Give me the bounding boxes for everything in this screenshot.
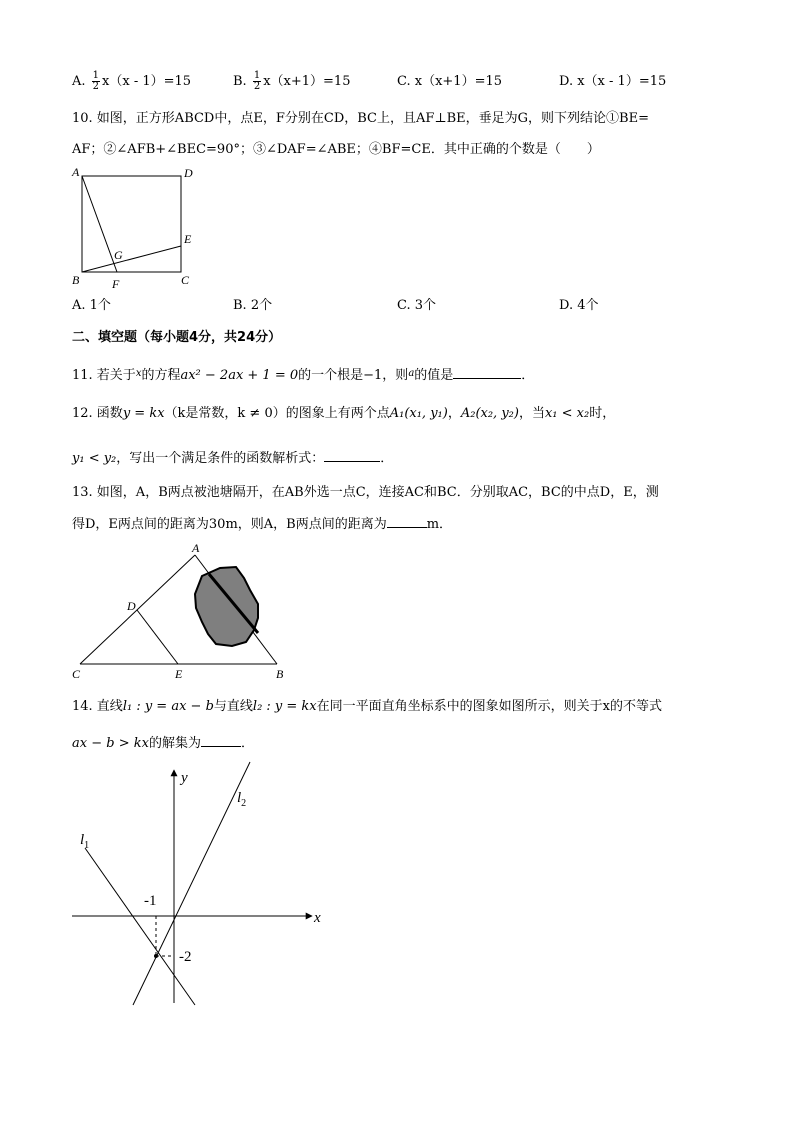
q11-var2: a: [408, 368, 415, 379]
label-e: E: [175, 667, 183, 681]
q12-condition: （k是常数，k ≠ 0）的图象上有两个点: [164, 406, 390, 421]
q11-post2: 的值是: [414, 368, 454, 383]
q11-text: [72, 365, 534, 385]
line-l1: [85, 848, 195, 1005]
label-a: A: [192, 541, 200, 555]
q9-option-a: [72, 71, 191, 92]
q12-function: y = kx: [122, 406, 165, 421]
fraction-numerator: 1: [253, 70, 261, 81]
q13-pond-figure: [68, 538, 298, 684]
q12-time: 时，: [589, 406, 616, 421]
q14-end: ．: [240, 736, 254, 751]
square-abcd: [82, 176, 181, 272]
q13-line2-post: m．: [426, 517, 453, 532]
label-d: D: [184, 166, 193, 180]
q12-sep: ，: [447, 406, 461, 421]
q14-l2-equation: l₂ : y = kx: [252, 699, 317, 714]
fraction-denominator: 2: [253, 81, 261, 92]
q11-var: x: [135, 368, 142, 379]
q11-pre: 11. 若关于: [72, 368, 136, 383]
label-c: C: [181, 273, 190, 287]
fraction-numerator: 1: [92, 70, 100, 81]
l2-subscript: 2: [241, 798, 247, 809]
label-c: C: [72, 667, 81, 681]
label-f: F: [112, 277, 120, 291]
q14-answer-blank[interactable]: [201, 734, 241, 747]
q12-point2: A₂(x₂, y₂): [460, 406, 519, 421]
segment-de: [137, 610, 178, 664]
tick-label-minus-1: -1: [144, 893, 157, 909]
l1-label: [80, 832, 89, 851]
q12-line2-post: ，写出一个满足条件的函数解析式：: [116, 451, 325, 466]
q9-option-b-text: x（x+1）=15: [263, 74, 351, 89]
segment-ac: [80, 555, 195, 664]
label-d: D: [127, 599, 136, 613]
q12-text-line1: [72, 405, 615, 423]
q10-option-b: B. 2个: [233, 298, 273, 313]
q10-text-line2: AF；②∠AFB+∠BEC=90°；③∠DAF=∠ABE；④BF=CE．其中正确的个数是（ ）: [72, 142, 600, 157]
q13-text-line2: [72, 515, 452, 534]
x-axis-label: x: [314, 910, 321, 926]
q10-square-figure: [60, 160, 210, 295]
q12-inequality1: x₁ < x₂: [544, 406, 590, 421]
q12-inequality2: y₁ < y₂: [72, 451, 117, 466]
q11-post1: 的一个根是−1，则: [298, 368, 409, 383]
label-b: B: [276, 667, 284, 681]
q10-option-a: A. 1个: [72, 298, 111, 313]
q14-post: 在同一平面直角坐标系中的图象如图所示，则关于x的不等式: [316, 699, 662, 714]
q13-line2-pre: 得D，E两点间的距离为30m，则A，B两点间的距离为: [72, 517, 387, 532]
label-e: E: [184, 232, 192, 246]
q14-text-line1: [72, 698, 662, 716]
q12-answer-blank[interactable]: [324, 449, 380, 462]
segment-af: [82, 176, 117, 272]
q9-option-b-label: B.: [233, 74, 247, 89]
q11-mid: 的方程: [141, 368, 181, 383]
q14-mid: 与直线: [213, 699, 253, 714]
segment-be: [82, 246, 181, 272]
q12-point1: A₁(x₁, y₁): [389, 406, 448, 421]
q9-option-d: D. x（x - 1）=15: [559, 74, 667, 89]
q12-when: ，当: [518, 406, 545, 421]
l1-subscript: 1: [84, 840, 90, 851]
intersection-point: [154, 954, 158, 958]
q14-l1-equation: l₁ : y = ax − b: [122, 699, 214, 714]
q12-text-line2: [72, 449, 393, 468]
section-heading: 二、填空题（每小题4分，共24分）: [72, 330, 282, 345]
q11-equation: ax² − 2ax + 1 = 0: [180, 368, 299, 383]
q13-answer-blank[interactable]: [387, 515, 427, 528]
q10-option-c: C. 3个: [397, 298, 437, 313]
q9-option-a-fraction: [92, 71, 100, 92]
tick-label-minus-2: -2: [179, 949, 192, 965]
q12-end: ．: [380, 451, 394, 466]
q9-option-c: C. x（x+1）=15: [397, 74, 503, 89]
q9-option-a-label: A.: [72, 74, 86, 89]
l2-letter: l: [237, 790, 242, 806]
pond-shape: [195, 567, 258, 646]
q10-option-d: D. 4个: [559, 298, 599, 313]
line-l2: [133, 762, 250, 1005]
q11-end: ．: [521, 368, 535, 383]
l2-label: [237, 790, 246, 809]
q9-option-b: [233, 71, 350, 92]
q14-coordinate-figure: [60, 760, 340, 1010]
q14-pre: 14. 直线: [72, 699, 123, 714]
q12-pre: 12. 函数: [72, 406, 123, 421]
q10-text-line1: 10. 如图，正方形ABCD中，点E，F分别在CD，BC上，且AF⊥BE，垂足为G，则下列结论①BE=: [72, 111, 649, 126]
q14-text-line2: [72, 734, 254, 753]
label-g: G: [114, 248, 123, 262]
q9-option-b-fraction: [253, 71, 261, 92]
fraction-denominator: 2: [92, 81, 100, 92]
q13-text-line1: 13. 如图，A，B两点被池塘隔开，在AB外选一点C，连接AC和BC．分别取AC，BC的中点D，E，测: [72, 485, 659, 500]
y-axis-label: y: [181, 770, 188, 786]
q11-answer-blank[interactable]: [453, 366, 521, 379]
label-b: B: [72, 273, 80, 287]
label-a: A: [72, 165, 80, 179]
q9-option-a-text: x（x - 1）=15: [102, 74, 192, 89]
q14-line2-post: 的解集为: [148, 736, 201, 751]
l1-letter: l: [80, 832, 85, 848]
q14-inequality: ax − b > kx: [72, 736, 149, 751]
